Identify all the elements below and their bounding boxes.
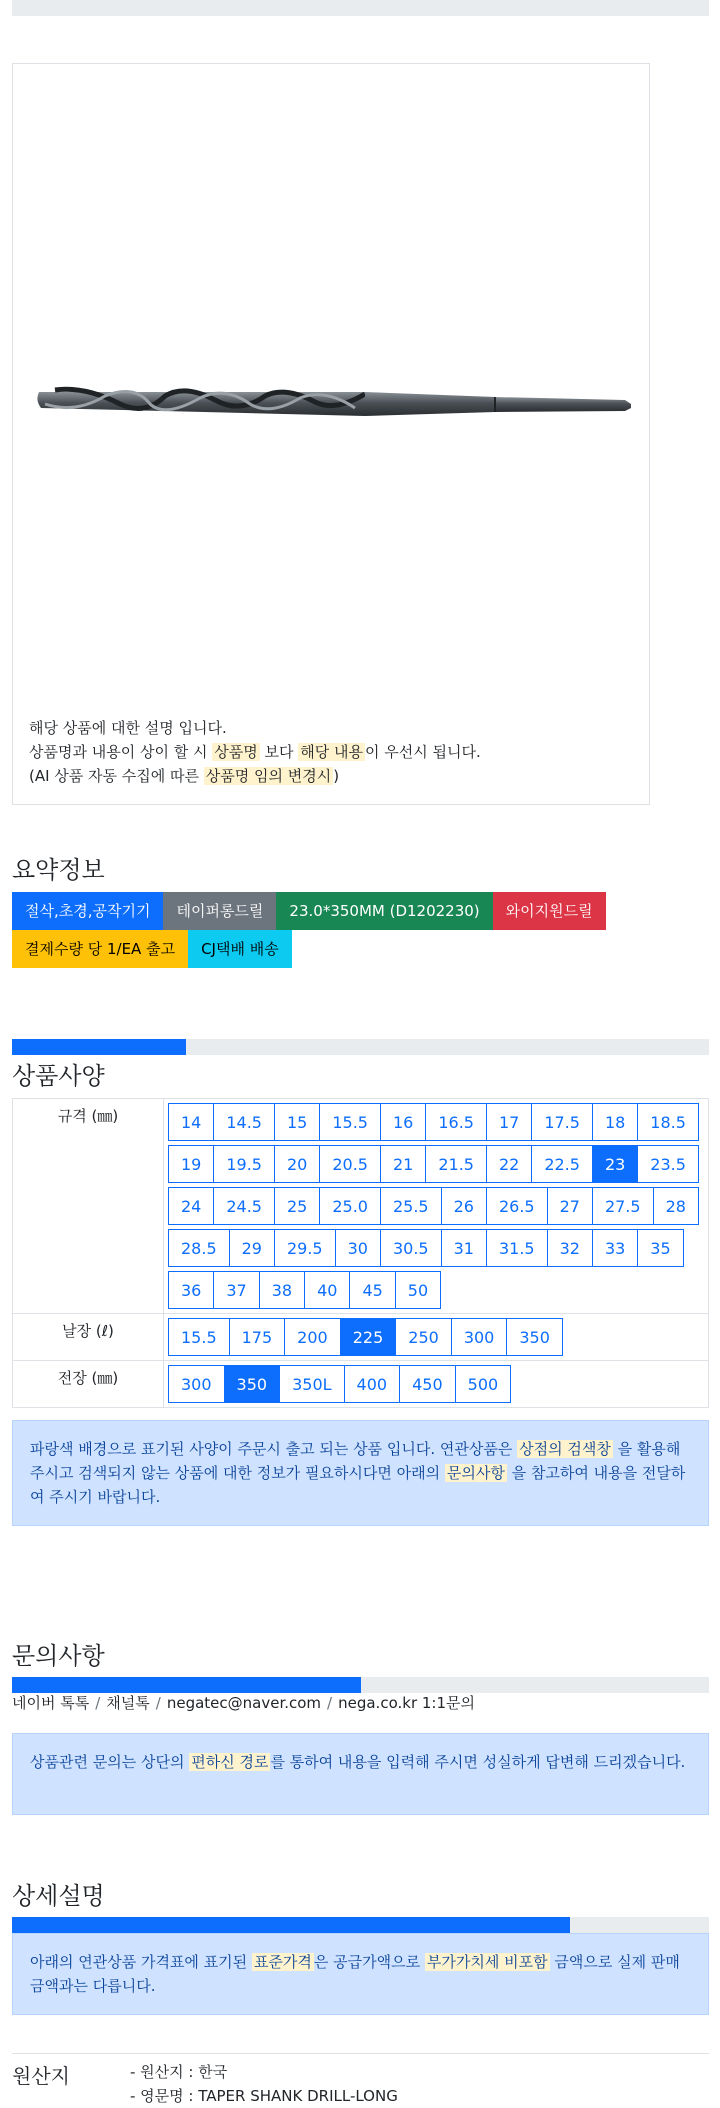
- spec-progress-bar: [12, 1039, 709, 1055]
- spec-option-button[interactable]: 31.5: [486, 1229, 548, 1267]
- spec-option-button[interactable]: 27.5: [592, 1187, 654, 1225]
- spec-option-button[interactable]: 500: [455, 1365, 512, 1403]
- spec-option-button[interactable]: 350: [224, 1365, 281, 1403]
- spec-option-button[interactable]: 225: [340, 1318, 397, 1356]
- spec-option-button[interactable]: 22.5: [531, 1145, 593, 1183]
- spec-option-button[interactable]: 175: [229, 1318, 286, 1356]
- spec-option-button[interactable]: 15: [274, 1103, 320, 1141]
- spec-option-button[interactable]: 28: [653, 1187, 699, 1225]
- inquiry-links: [12, 1692, 475, 1713]
- spec-option-button[interactable]: 250: [395, 1318, 452, 1356]
- spec-options: [164, 1361, 709, 1408]
- notice-highlight: 부가가치세 비포함: [426, 1953, 548, 1971]
- desc-text: 보다: [259, 743, 299, 761]
- spec-option-button[interactable]: 27: [547, 1187, 593, 1225]
- detail-notice: [12, 1933, 709, 2015]
- spec-option-button[interactable]: 15.5: [168, 1318, 230, 1356]
- spec-option-button[interactable]: 37: [213, 1271, 259, 1309]
- product-image-box: [12, 63, 650, 805]
- spec-option-button[interactable]: 16: [380, 1103, 426, 1141]
- inquiry-title: 문의사항: [12, 1642, 105, 1670]
- spec-option-button[interactable]: 15.5: [319, 1103, 381, 1141]
- desc-line-2: [29, 740, 481, 764]
- spec-option-button[interactable]: 19: [168, 1145, 214, 1183]
- spec-option-button[interactable]: 25.0: [319, 1187, 381, 1225]
- origin-lines: [130, 2060, 398, 2108]
- spec-option-button[interactable]: 29: [229, 1229, 275, 1267]
- origin-country: - 원산지 : 한국: [130, 2063, 228, 2081]
- link-naver-talk[interactable]: 네이버 톡톡: [12, 1694, 90, 1712]
- spec-options: [164, 1099, 709, 1314]
- spec-option-button[interactable]: 450: [399, 1365, 456, 1403]
- spec-option-button[interactable]: 24: [168, 1187, 214, 1225]
- desc-line-1: 해당 상품에 대한 설명 입니다.: [29, 719, 227, 737]
- spec-title: 상품사양: [12, 1062, 105, 1090]
- spec-option-button[interactable]: 24.5: [213, 1187, 275, 1225]
- spec-option-button[interactable]: 26.5: [486, 1187, 548, 1225]
- spec-label: 규격 (㎜): [13, 1099, 164, 1314]
- spec-option-button[interactable]: 38: [259, 1271, 305, 1309]
- spec-option-button[interactable]: 23: [592, 1145, 638, 1183]
- notice-text: 을 활용해 주시고 검색되지 않는 상품에 대한 정보가 필요하시다면 아래의: [30, 1440, 681, 1482]
- spec-option-button[interactable]: 16.5: [425, 1103, 487, 1141]
- spec-option-button[interactable]: 20: [274, 1145, 320, 1183]
- detail-progress-fill: [12, 1917, 570, 1933]
- summary-badge: 결제수량 당 1/EA 출고: [12, 930, 188, 968]
- notice-text: 상품관련 문의는 상단의: [30, 1753, 190, 1771]
- spec-option-button[interactable]: 300: [168, 1365, 225, 1403]
- notice-highlight: 문의사항: [446, 1464, 505, 1482]
- inquiry-notice: [12, 1733, 709, 1815]
- summary-badge: 23.0*350MM (D1202230): [276, 892, 492, 930]
- spec-option-button[interactable]: 23.5: [637, 1145, 699, 1183]
- origin-english-name: - 영문명 : TAPER SHANK DRILL-LONG: [130, 2087, 398, 2105]
- spec-option-button[interactable]: 200: [284, 1318, 341, 1356]
- spec-option-button[interactable]: 36: [168, 1271, 214, 1309]
- notice-text: 은 공급가액으로: [313, 1953, 425, 1971]
- spec-option-button[interactable]: 14.5: [213, 1103, 275, 1141]
- spec-notice: [12, 1420, 709, 1526]
- spec-option-button[interactable]: 45: [349, 1271, 395, 1309]
- desc-text: 상품명과 내용이 상이 할 시: [29, 743, 213, 761]
- summary-badge: 와이지원드릴: [493, 892, 606, 930]
- notice-text: 금액으로 실제 판매금액과는 다릅니다.: [30, 1953, 680, 1995]
- detail-progress-bar: [12, 1917, 709, 1933]
- spec-option-button[interactable]: 22: [486, 1145, 532, 1183]
- notice-text: 을 참고하여 내용을 전달하여 주시기 바랍니다.: [30, 1464, 686, 1506]
- spec-option-button[interactable]: 30: [335, 1229, 381, 1267]
- spec-option-button[interactable]: 14: [168, 1103, 214, 1141]
- spec-option-button[interactable]: 28.5: [168, 1229, 230, 1267]
- spec-option-button[interactable]: 21: [380, 1145, 426, 1183]
- spec-option-button[interactable]: 21.5: [425, 1145, 487, 1183]
- desc-text: ): [333, 767, 340, 785]
- notice-text: 아래의 연관상품 가격표에 표기된: [30, 1953, 252, 1971]
- spec-option-button[interactable]: 31: [441, 1229, 487, 1267]
- desc-text: (AI 상품 자동 수집에 따른: [29, 767, 204, 785]
- spec-option-button[interactable]: 30.5: [380, 1229, 442, 1267]
- spec-option-button[interactable]: 33: [592, 1229, 638, 1267]
- spec-option-button[interactable]: 17.5: [531, 1103, 593, 1141]
- separator: /: [155, 1694, 161, 1712]
- spec-option-button[interactable]: 32: [547, 1229, 593, 1267]
- spec-row-length: [13, 1361, 709, 1408]
- spec-option-button[interactable]: 18.5: [637, 1103, 699, 1141]
- spec-table: [12, 1098, 709, 1408]
- origin-section: [12, 2053, 709, 2105]
- spec-option-button[interactable]: 350: [506, 1318, 563, 1356]
- inquiry-progress-bar: [12, 1677, 709, 1693]
- spec-option-button[interactable]: 20.5: [319, 1145, 381, 1183]
- spec-option-button[interactable]: 350L: [279, 1365, 344, 1403]
- spec-option-button[interactable]: 29.5: [274, 1229, 336, 1267]
- spec-label: 전장 (㎜): [13, 1361, 164, 1408]
- spec-option-button[interactable]: 40: [304, 1271, 350, 1309]
- link-site-inquiry[interactable]: nega.co.kr 1:1문의: [338, 1694, 475, 1712]
- desc-line-3: [29, 764, 481, 788]
- summary-title: 요약정보: [12, 856, 105, 884]
- desc-highlight: 상품명 임의 변경시: [205, 767, 332, 785]
- summary-badges: [12, 892, 652, 968]
- summary-badge: 테이퍼롱드릴: [163, 892, 276, 930]
- spec-row-size: [13, 1099, 709, 1314]
- spec-option-button[interactable]: 25.5: [380, 1187, 442, 1225]
- notice-text: 파랑색 배경으로 표기된 사양이 주문시 출고 되는 상품 입니다. 연관상품은: [30, 1440, 518, 1458]
- spec-option-button[interactable]: 35: [637, 1229, 683, 1267]
- spec-option-button[interactable]: 300: [451, 1318, 508, 1356]
- drill-image: [25, 364, 645, 444]
- desc-text: 이 우선시 됩니다.: [364, 743, 481, 761]
- spec-option-button[interactable]: 25: [274, 1187, 320, 1225]
- spec-option-button[interactable]: 400: [344, 1365, 401, 1403]
- notice-highlight: 상점의 검색창: [519, 1440, 611, 1458]
- summary-badge: CJ택배 배송: [188, 930, 292, 968]
- separator: /: [327, 1694, 333, 1712]
- spec-option-button[interactable]: 17: [486, 1103, 532, 1141]
- spec-option-button[interactable]: 18: [592, 1103, 638, 1141]
- spec-progress-fill: [12, 1039, 186, 1055]
- origin-title: 원산지: [12, 2064, 70, 2088]
- desc-highlight: 상품명: [214, 743, 258, 761]
- notice-highlight: 편하신 경로: [191, 1753, 269, 1771]
- notice-text: 를 통하여 내용을 입력해 주시면 성실하게 답변해 드리겠습니다.: [270, 1753, 686, 1771]
- spec-option-button[interactable]: 26: [441, 1187, 487, 1225]
- top-progress-bar: [12, 0, 709, 16]
- desc-highlight: 해당 내용: [300, 743, 363, 761]
- inquiry-progress-fill: [12, 1677, 361, 1693]
- link-email[interactable]: negatec@naver.com: [166, 1694, 322, 1712]
- spec-label: 날장 (ℓ): [13, 1314, 164, 1361]
- detail-title: 상세설명: [12, 1882, 105, 1910]
- spec-options: [164, 1314, 709, 1361]
- spec-row-flute: [13, 1314, 709, 1361]
- summary-badge: 절삭,초경,공작기기: [12, 892, 163, 930]
- spec-option-button[interactable]: 50: [395, 1271, 441, 1309]
- spec-option-button[interactable]: 19.5: [213, 1145, 275, 1183]
- product-description: [29, 716, 481, 788]
- link-channel-talk[interactable]: 채널톡: [106, 1694, 150, 1712]
- separator: /: [95, 1694, 101, 1712]
- notice-highlight: 표준가격: [253, 1953, 312, 1971]
